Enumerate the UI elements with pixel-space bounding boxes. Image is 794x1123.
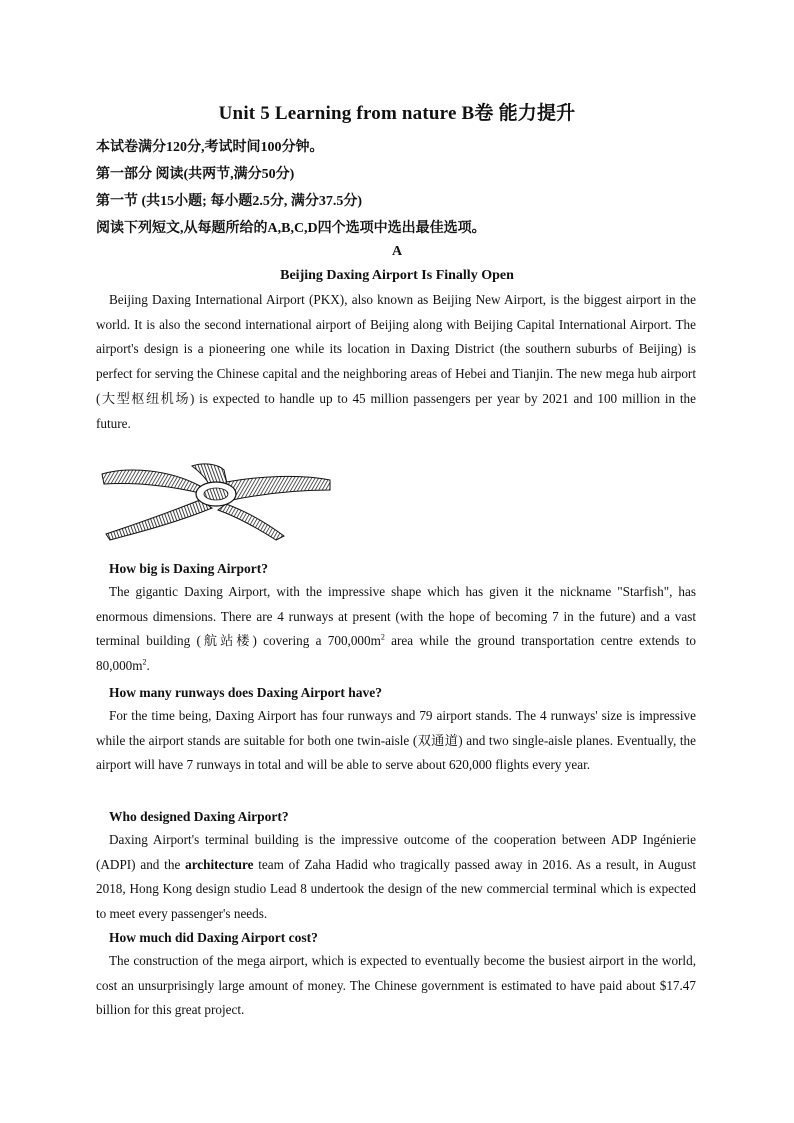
section-heading-cost: How much did Daxing Airport cost?	[109, 930, 318, 945]
section-one-heading: 第一节 (共15小题; 每小题2.5分, 满分37.5分)	[96, 194, 362, 209]
section-body-size: The gigantic Daxing Airport, with the impressive shape which has given it the nickname "Starfish", has enormous dimensions. There are 4 runways at present (with the hope of becoming 7 in the future) and a vast terminal building (航站楼) covering a $700,000m^2$ area while the ground transportation centre extends to $80,000m^2$.	[96, 584, 696, 674]
exam-score-time: 本试卷满分120分,考试时间100分钟。	[96, 140, 324, 155]
section-body-runways: For the time being, Daxing Airport has four runways and 79 airport stands. The 4 runways' size is impressive while the airport stands are suitable for both one twin-aisle (双通道) and two single-aisle planes. Eventually, the airport will have 7 runways in total and will be able to serve about 620,000 flights every year.	[96, 708, 696, 773]
passage-letter: A	[391, 244, 403, 259]
section-heading-runways: How many runways does Daxing Airport have?	[109, 685, 383, 700]
airport-aerial-illustration	[100, 460, 332, 542]
section-body-cost: The construction of the mega airport, which is expected to eventually become the busiest airport in the world, cost an unsurprisingly large amount of money. The Chinese government is estimated to have paid about $17.47 billion for this great project.	[96, 953, 696, 1018]
section-heading-designer: Who designed Daxing Airport?	[109, 809, 289, 824]
intro-paragraph: Beijing Daxing International Airport (PKX), also known as Beijing New Airport, is the biggest airport in the world. It is also the second international airport of Beijing along with Beijing Capital International Airport. The airport's design is a pioneering one while its location in Daxing District (the southern suburbs of Beijing) is perfect for serving the Chinese capital and the neighboring areas of Hebei and Tianjin. The new mega hub airport (大型枢纽机场) is expected to handle up to 45 million passengers per year by 2021 and 100 million in the future.	[96, 292, 696, 431]
part-one-heading: 第一部分 阅读(共两节,满分50分)	[96, 167, 295, 182]
passage-title: Beijing Daxing Airport Is Finally Open	[280, 268, 514, 283]
page-title: Unit 5 Learning from nature B卷 能力提升	[218, 103, 576, 124]
section-body-designer: Daxing Airport's terminal building is the impressive outcome of the cooperation between ADP Ingénierie (ADPI) and the architecture team of Zaha Hadid who tragically passed away in 2016. As a result, in August 2018, Hong Kong design studio Lead 8 undertook the design of the new commercial terminal which is expected to meet every passenger's needs.	[96, 832, 696, 922]
section-heading-size: How big is Daxing Airport?	[109, 561, 269, 576]
reading-instructions: 阅读下列短文,从每题所给的A,B,C,D四个选项中选出最佳选项。	[96, 221, 486, 236]
